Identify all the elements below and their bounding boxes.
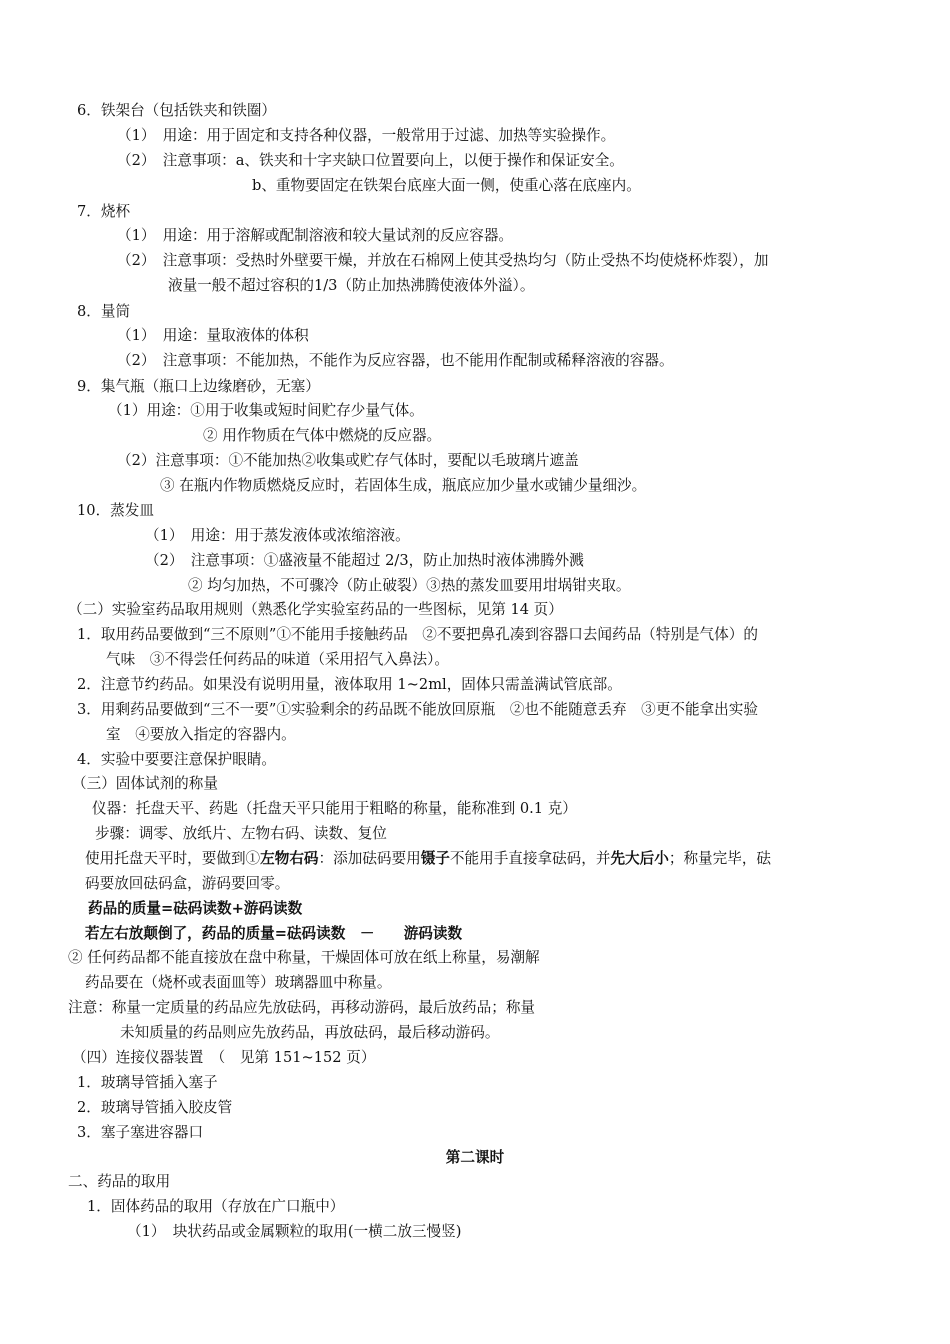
section-7-item-2-cont: 液量一般不超过容积的1/3（防止加热沸腾使液体外溢）。 — [168, 277, 535, 294]
weighing-note-2-cont: 药品要在（烧杯或表面皿等）玻璃器皿中称量。 — [85, 974, 392, 991]
weighing-instruments: 仪器：托盘天平、药匙（托盘天平只能用于粗略的称量，能称准到 0.1 克） — [92, 800, 577, 817]
connect-item-2: 2．玻璃导管插入胶皮管 — [77, 1099, 233, 1116]
rule-3: 3．用剩药品要做到“三不一要”①实验剩余的药品既不能放回原瓶 ②也不能随意丢弃 ③更不能拿出实验 — [77, 701, 758, 718]
section-10-item-2b: ② 均匀加热，不可骤冷（防止破裂）③热的蒸发皿要用坩埚钳夹取。 — [188, 577, 631, 594]
section-6-item-1: （1） 用途：用于固定和支持各种仪器，一般常用于过滤、加热等实验操作。 — [117, 127, 616, 144]
section-9-title: 9．集气瓶（瓶口上边缘磨砂，无塞） — [77, 378, 320, 395]
rule-4: 4．实验中要要注意保护眼睛。 — [77, 751, 277, 768]
balance-usage-text-e: 不能用手直接拿砝码，并 — [449, 850, 611, 867]
rule-1: 1．取用药品要做到“三不原则”①不能用手接触药品 ②不要把鼻孔凑到容器口去闻药品（特别是气体）的 — [77, 626, 758, 643]
balance-usage-bold-left-right: 左物右码 — [260, 850, 319, 867]
section-9-item-1b: ② 用作物质在气体中燃烧的反应器。 — [203, 427, 442, 444]
weighing-note-2: ② 任何药品都不能直接放在盘中称量，干燥固体可放在纸上称量，易潮解 — [68, 949, 540, 966]
rule-1-cont: 气味 ③不得尝任何药品的味道（采用招气入鼻法）。 — [106, 651, 449, 668]
section-8-item-2: （2） 注意事项：不能加热，不能作为反应容器，也不能用作配制或稀释溶液的容器。 — [117, 352, 674, 369]
section-9-item-2: （2）注意事项：①不能加热②收集或贮存气体时，要配以毛玻璃片遮盖 — [117, 452, 579, 469]
weighing-steps: 步骤：调零、放纸片、左物右码、读数、复位 — [95, 825, 387, 842]
section-7-item-1: （1） 用途：用于溶解或配制溶液和较大量试剂的反应容器。 — [117, 227, 514, 244]
section-7-item-2: （2） 注意事项：受热时外壁要干燥，并放在石棉网上使其受热均匀（防止受热不均使烧杯炸裂），加 — [117, 252, 769, 269]
heading-connect-apparatus: （四）连接仪器装置 （ 见第 151~152 页） — [72, 1049, 376, 1066]
section-9-item-2b: ③ 在瓶内作物质燃烧反应时，若固体生成，瓶底应加少量水或铺少量细沙。 — [160, 477, 647, 494]
balance-usage-text-g: ；称量完毕，砝 — [668, 850, 772, 867]
weighing-caution: 注意：称量一定质量的药品应先放砝码，再移动游码，最后放药品；称量 — [68, 999, 536, 1016]
section-9-item-1: （1）用途：①用于收集或短时间贮存少量气体。 — [108, 402, 424, 419]
lesson-2-heading: 第二课时 — [445, 1149, 505, 1166]
heading-solid-weighing: （三）固体试剂的称量 — [72, 775, 218, 792]
section-10-item-2: （2） 注意事项：①盛液量不能超过 2/3，防止加热时液体沸腾外溅 — [145, 552, 584, 569]
balance-usage-text-c: ：添加砝码要用 — [318, 850, 421, 867]
section-8-item-1: （1） 用途：量取液体的体积 — [117, 327, 309, 344]
balance-usage-line — [85, 849, 771, 869]
rule-3-cont: 室 ④要放入指定的容器内。 — [106, 726, 296, 743]
connect-item-1: 1．玻璃导管插入塞子 — [77, 1074, 218, 1091]
solid-drug-taking: 1．固体药品的取用（存放在广口瓶中） — [87, 1198, 345, 1215]
section-6-item-2: （2） 注意事项：a、铁夹和十字夹缺口位置要向上，以便于操作和保证安全。 — [117, 152, 624, 169]
connect-item-3: 3．塞子塞进容器口 — [77, 1124, 204, 1141]
section-6-title: 6．铁架台（包括铁夹和铁圈） — [77, 102, 277, 119]
section-10-item-1: （1） 用途：用于蒸发液体或浓缩溶液。 — [145, 527, 410, 544]
section-6-item-2b: b、重物要固定在铁架台底座大面一侧，使重心落在底座内。 — [252, 177, 641, 194]
section-7-title: 7．烧杯 — [77, 203, 131, 220]
rule-2: 2．注意节约药品。如果没有说明用量，液体取用 1~2ml，固体只需盖满试管底部。 — [77, 676, 622, 693]
heading-drug-taking: 二、药品的取用 — [68, 1173, 171, 1190]
balance-usage-text-a: 使用托盘天平时，要做到① — [85, 850, 261, 867]
balance-usage-bold-large-first: 先大后小 — [610, 850, 669, 867]
weighing-caution-cont: 未知质量的药品则应先放药品，再放砝码，最后移动游码。 — [120, 1024, 500, 1041]
section-10-title: 10．蒸发皿 — [77, 502, 154, 519]
heading-drug-rules: （二）实验室药品取用规则（熟悉化学实验室药品的一些图标，见第 14 页） — [68, 601, 563, 618]
mass-formula: 药品的质量=砝码读数+游码读数 — [88, 900, 303, 917]
block-drug-taking: （1） 块状药品或金属颗粒的取用(一横二放三慢竖) — [127, 1223, 462, 1240]
balance-usage-bold-tweezers: 镊子 — [420, 850, 450, 867]
section-8-title: 8．量筒 — [77, 303, 131, 320]
balance-usage-cont: 码要放回砝码盒，游码要回零。 — [85, 875, 290, 892]
mass-formula-reversed: 若左右放颠倒了，药品的质量=砝码读数 － 游码读数 — [85, 925, 463, 942]
